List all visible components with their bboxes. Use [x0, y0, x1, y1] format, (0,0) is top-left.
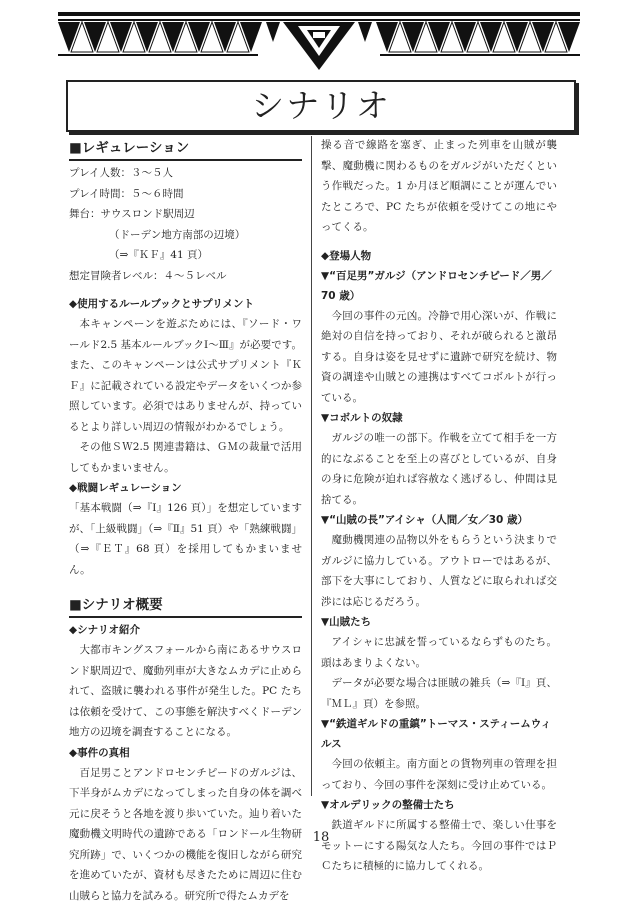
regulation-time: プレイ時間：５～６時間: [69, 184, 302, 205]
regulation-stage: 舞台：サウスロンド駅周辺: [69, 204, 302, 225]
header-ornament: [58, 12, 580, 72]
character-name-bandits: ▼山賊たち: [321, 612, 557, 632]
battle-heading: ◆戦闘レギュレーション: [69, 478, 302, 498]
regulation-players: プレイ人数：３～５人: [69, 163, 302, 184]
truth-paragraph: 百足男ことアンドロセンチピードのガルジは、下半身がムカデになってしまった自身の体を調べ元に戻そうと各地を渡り歩いていた。辿り着いた魔動機文明時代の遺跡である「ロンドール生物研究所跡」で、いくつかの機能を復旧しながら研究を進めていたが、資材も尽きたために周辺に住む山賊らと協力を試みる。研究所で得たムカデを: [69, 763, 302, 906]
regulation-level: 想定冒険者レベル：４～５レベル: [69, 266, 302, 287]
regulation-heading: ■レギュレーション: [69, 137, 302, 161]
character-name-mechanics: ▼オルデリックの整備士たち: [321, 795, 557, 815]
character-name-kobold: ▼コボルトの奴隷: [321, 408, 557, 428]
page-title: シナリオ: [68, 82, 574, 130]
character-name-aisha: ▼“山賊の長”アイシャ（人間／女／30 歳）: [321, 510, 557, 530]
character-desc-mechanics: 鉄道ギルドに所属する整備士で、楽しい仕事をモットーにする陽気な人たち。今回の事件ではＰＣたちに積極的に協力してくれる。: [321, 815, 557, 877]
intro-heading: ◆シナリオ紹介: [69, 620, 302, 640]
characters-heading: ◆登場人物: [321, 246, 557, 266]
regulation-stage-region: （ドーデン地方南部の辺境）: [69, 225, 302, 246]
character-desc-aisha: 魔動機関連の品物以外をもらうという決まりでガルジに協力している。アウトローではあるが、部下を大事にしており、人質などに取られれば交渉には応じるだろう。: [321, 530, 557, 612]
intro-paragraph: 大都市キングスフォールから南にあるサウスロンド駅周辺で、魔動列車が大きなムカデに止められて、盗賊に襲われる事件が発生した。PC たちは依頼を受けて、この事態を解決すべくドーデン地方の辺境を調査することになる。: [69, 640, 302, 743]
rulebook-paragraph-1: 本キャンペーンを遊ぶためには、『ソード・ワールド2.5 基本ルールブックⅠ～Ⅲ』が必要です。また、このキャンペーンは公式サプリメント『ＫＦ』に記載されている設定やデータをいくつか参照しています。必須ではありませんが、持っているとより詳しい周辺の情報がわかるでしょう。: [69, 314, 302, 437]
character-name-garji: ▼“百足男”ガルジ（アンドロセンチピード／男／70 歳）: [321, 266, 557, 306]
character-desc-bandits: アイシャに忠誠を誓っているならずものたち。頭はあまりよくない。: [321, 632, 557, 673]
character-desc-garji: 今回の事件の元凶。冷静で用心深いが、作戦に絶対の自信を持っており、それが破られると激昂する。自身は姿を見せずに遺跡で研究を続け、物資の調達や山賊との連携はすべてコボルトが行っている。: [321, 306, 557, 409]
truth-heading: ◆事件の真相: [69, 743, 302, 763]
column-divider: [311, 136, 312, 796]
character-desc-thomas: 今回の依頼主。南方面との貨物列車の管理を担っており、今回の事件を深刻に受け止めている。: [321, 754, 557, 795]
left-column: [69, 135, 302, 906]
right-column: [321, 135, 557, 877]
rulebook-paragraph-2: その他ＳＷ2.5 関連書籍は、ＧＭの裁量で活用してもかまいません。: [69, 437, 302, 478]
page-title-box: [66, 80, 576, 132]
rulebook-heading: ◆使用するルールブックとサプリメント: [69, 294, 302, 314]
character-desc-bandits-data: データが必要な場合は匪賊の雑兵（⇒『Ⅰ』頁、『ＭＬ』頁）を参照。: [321, 673, 557, 714]
character-name-thomas: ▼“鉄道ギルドの重鎮”トーマス・スティームウィルス: [321, 714, 557, 754]
overview-heading: ■シナリオ概要: [69, 594, 302, 618]
page-number: 18: [0, 830, 642, 845]
regulation-stage-ref: （⇒『ＫＦ』41 頁）: [69, 245, 302, 266]
battle-paragraph: 「基本戦闘（⇒『Ⅰ』126 頁）」を想定していますが、「上級戦闘」（⇒『Ⅱ』51 頁）や「熟練戦闘」（⇒『ＥＴ』68 頁）を採用してもかまいません。: [69, 498, 302, 580]
character-desc-kobold: ガルジの唯一の部下。作戦を立てて相手を一方的になぶることを至上の喜びとしているが、自身の身に危険が迫れば容赦なく逃げるし、仲間は見捨てる。: [321, 428, 557, 510]
continuation-paragraph: 操る音で線路を塞ぎ、止まった列車を山賊が襲撃、魔動機に関わるものをガルジがいただくという作戦だった。1 か月ほど順調にことが運んでいたところで、PC たちが依頼を受けてこの地にやってくる。: [321, 135, 557, 238]
